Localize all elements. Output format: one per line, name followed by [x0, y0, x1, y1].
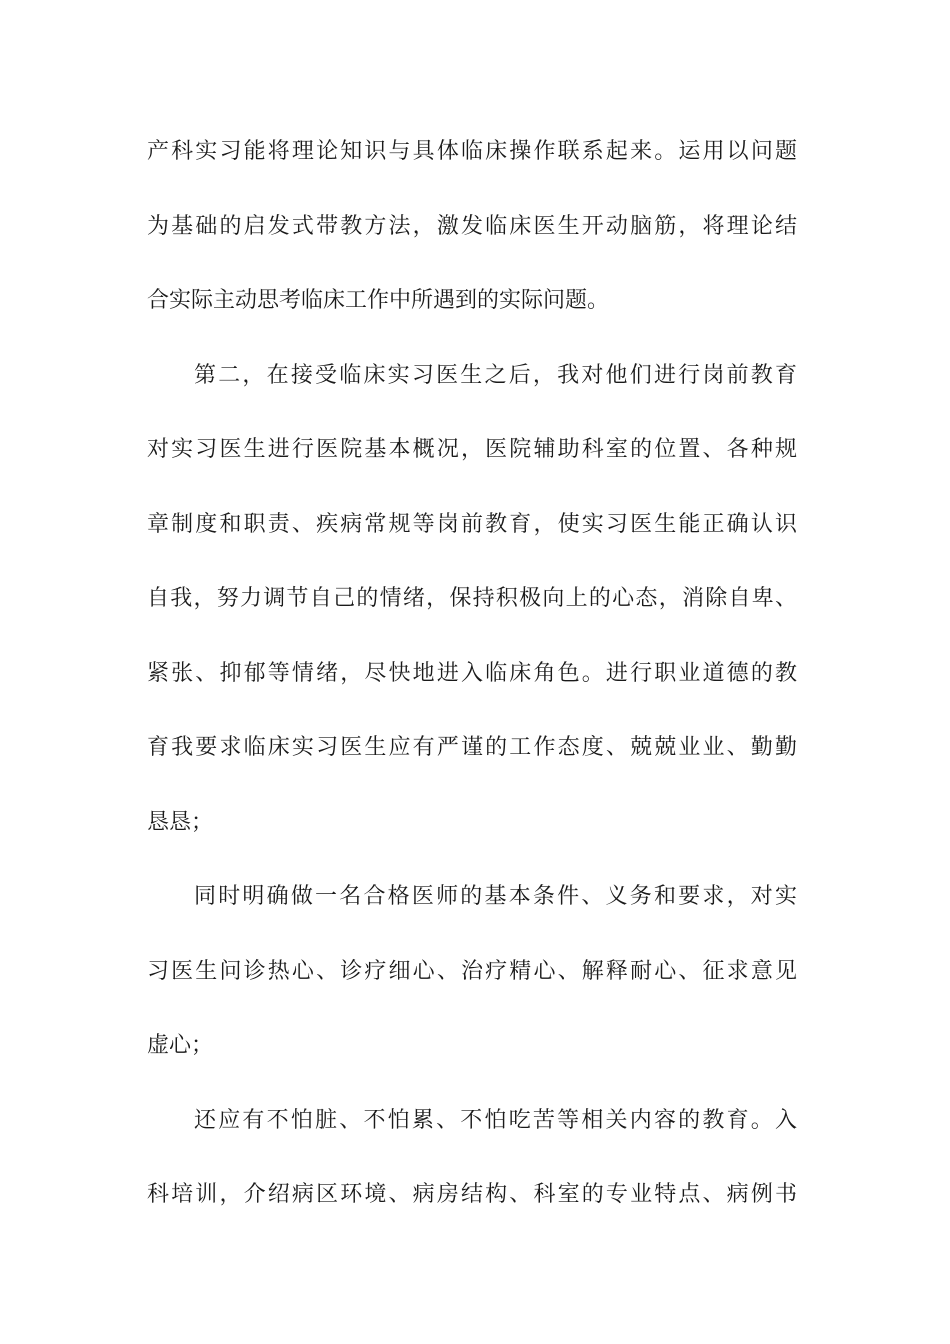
text-line-3: 合实际主动思考临床工作中所遇到的实际问题。 — [147, 288, 610, 313]
text-line-2: 为基础的启发式带教方法，激发临床医生开动脑筋，将理论结 — [147, 214, 797, 239]
text-line-5: 对实习医生进行医院基本概况，医院辅助科室的位置、各种规 — [147, 437, 797, 462]
text-line-13: 虚心； — [147, 1033, 214, 1058]
text-line-10: 恳恳； — [147, 810, 214, 835]
text-line-12: 习医生问诊热心、诊疗细心、治疗精心、解释耐心、征求意见 — [147, 959, 797, 984]
text-line-11: 同时明确做一名合格医师的基本条件、义务和要求，对实 — [194, 884, 797, 909]
text-line-4: 第二，在接受临床实习医生之后，我对他们进行岗前教育 — [194, 363, 797, 388]
text-line-1: 产科实习能将理论知识与具体临床操作联系起来。运用以问题 — [147, 139, 797, 164]
text-line-7: 自我，努力调节自己的情绪，保持积极向上的心态，消除自卑、 — [147, 586, 797, 611]
text-line-6: 章制度和职责、疾病常规等岗前教育，使实习医生能正确认识 — [147, 512, 797, 537]
text-line-15: 科培训，介绍病区环境、病房结构、科室的专业特点、病例书 — [147, 1182, 797, 1207]
text-line-9: 育我要求临床实习医生应有严谨的工作态度、兢兢业业、勤勤 — [147, 735, 797, 760]
text-line-8: 紧张、抑郁等情绪，尽快地进入临床角色。进行职业道德的教 — [147, 661, 797, 686]
text-line-14: 还应有不怕脏、不怕累、不怕吃苦等相关内容的教育。入 — [194, 1108, 797, 1133]
